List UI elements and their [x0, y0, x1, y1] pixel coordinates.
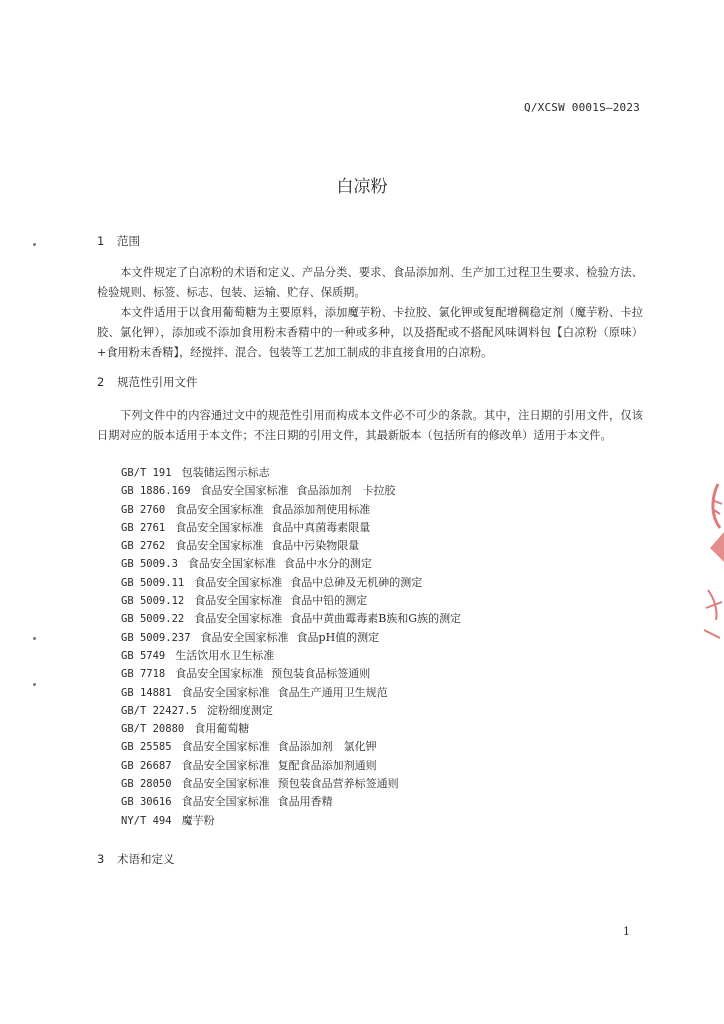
reference-title: 食品安全国家标准	[175, 520, 264, 534]
reference-code: GB 2760	[121, 503, 166, 516]
reference-title: 包装储运图示标志	[181, 466, 270, 479]
reference-subtitle: 食品添加剂使用标准	[271, 502, 371, 516]
reference-code: GB/T 20880	[121, 723, 185, 736]
reference-code: GB 5009.11	[121, 576, 185, 589]
reference-item	[121, 519, 461, 537]
reference-item	[121, 537, 461, 555]
reference-subtitle: 预包装食品标签通则	[271, 667, 371, 681]
reference-code: GB 1886.169	[121, 485, 191, 498]
paragraph: 本文件适用于以食用葡萄糖为主要原料，添加魔芋粉、卡拉胶、氯化钾或复配增稠稳定剂（魔芋粉、卡拉胶、氯化钾），添加或不添加食用粉末香精中的一种或多种，以及搭配或不搭配风味调料包【白凉粉（原味）+食用粉末香精】，经搅拌、混合、包装等工艺加工制成的非直接食用的白凉粉。	[97, 306, 643, 359]
reference-code: GB 28050	[121, 778, 172, 791]
reference-title: 食用葡萄糖	[194, 722, 250, 736]
reference-subtitle: 食品中水分的测定	[283, 557, 372, 571]
reference-title: 食品安全国家标准	[200, 630, 289, 644]
red-seal-stamp	[700, 470, 724, 670]
reference-title: 食品安全国家标准	[181, 795, 270, 809]
reference-item	[121, 720, 461, 738]
reference-title: 食品安全国家标准	[194, 612, 283, 626]
reference-code: GB 5009.237	[121, 631, 191, 644]
document-number: Q/XCSW 0001S—2023	[524, 101, 640, 114]
reference-code: GB 5009.3	[121, 558, 178, 571]
reference-item	[121, 464, 461, 482]
reference-title: 淀粉细度测定	[206, 703, 273, 717]
reference-subtitle: 食品中污染物限量	[271, 539, 360, 553]
reference-item	[121, 684, 461, 702]
reference-item	[121, 592, 461, 610]
reference-title: 食品安全国家标准	[200, 484, 289, 498]
reference-title: 食品安全国家标准	[194, 594, 283, 608]
reference-code: GB 30616	[121, 796, 172, 809]
reference-code: GB 5009.12	[121, 595, 185, 608]
scan-speck	[33, 683, 36, 686]
reference-item	[121, 775, 461, 793]
reference-code: GB 2762	[121, 540, 166, 553]
section-title: 术语和定义	[117, 852, 175, 866]
reference-code: GB 5009.22	[121, 613, 185, 626]
reference-item	[121, 555, 461, 573]
reference-code: GB/T 22427.5	[121, 704, 197, 717]
reference-list	[121, 464, 461, 830]
reference-subtitle: 食品中真菌毒素限量	[271, 520, 371, 534]
reference-code: NY/T 494	[121, 814, 172, 827]
reference-subtitle: 食品添加剂 卡拉胶	[296, 484, 396, 498]
reference-title: 生活饮用水卫生标准	[175, 648, 275, 662]
scan-speck	[33, 637, 36, 640]
reference-item	[121, 647, 461, 665]
reference-code: GB 14881	[121, 686, 172, 699]
reference-item	[121, 757, 461, 775]
reference-subtitle: 食品生产通用卫生规范	[277, 685, 388, 699]
reference-title: 食品安全国家标准	[194, 575, 283, 589]
reference-item	[121, 738, 461, 756]
reference-code: GB 7718	[121, 668, 166, 681]
reference-subtitle: 预包装食品营养标签通则	[277, 777, 399, 791]
reference-subtitle: 食品pH值的测定	[296, 630, 380, 644]
document-title: 白凉粉	[336, 177, 388, 197]
reference-subtitle: 食品中总砷及无机砷的测定	[290, 575, 423, 589]
section-title: 范围	[117, 234, 140, 248]
reference-subtitle: 食品用香精	[277, 795, 333, 809]
reference-title: 食品安全国家标准	[181, 777, 270, 791]
section-heading-normative-references	[97, 374, 198, 390]
section-heading-terms	[97, 851, 175, 867]
section-number: 3	[97, 852, 105, 866]
reference-title: 食品安全国家标准	[175, 539, 264, 553]
reference-title: 食品安全国家标准	[175, 667, 264, 681]
page-number: 1	[623, 925, 630, 938]
section-number: 2	[97, 375, 105, 389]
reference-code: GB/T 191	[121, 467, 172, 479]
reference-subtitle: 食品添加剂 氯化钾	[277, 740, 377, 754]
reference-title: 食品安全国家标准	[175, 502, 264, 516]
reference-subtitle: 食品中铅的测定	[290, 594, 368, 608]
reference-code: GB 26687	[121, 759, 172, 772]
section-title: 规范性引用文件	[117, 375, 198, 389]
reference-item	[121, 574, 461, 592]
reference-item	[121, 610, 461, 628]
reference-subtitle: 食品中黄曲霉毒素B族和G族的测定	[290, 612, 462, 626]
section-number: 1	[97, 234, 105, 248]
reference-code: GB 2761	[121, 521, 166, 534]
reference-item	[121, 793, 461, 811]
reference-subtitle: 复配食品添加剂通则	[277, 758, 377, 772]
reference-title: 食品安全国家标准	[181, 685, 270, 699]
reference-title: 食品安全国家标准	[187, 557, 276, 571]
paragraph: 本文件规定了白凉粉的术语和定义、产品分类、要求、食品添加剂、生产加工过程卫生要求、检验方法、检验规则、标签、标志、包装、运输、贮存、保质期。	[97, 266, 643, 299]
reference-title: 食品安全国家标准	[181, 740, 270, 754]
paragraph: 下列文件中的内容通过文中的规范性引用而构成本文件必不可少的条款。其中，注日期的引用文件，仅该日期对应的版本适用于本文件；不注日期的引用文件，其最新版本（包括所有的修改单）适用于本文件。	[97, 409, 643, 442]
reference-item	[121, 665, 461, 683]
reference-code: GB 25585	[121, 741, 172, 754]
reference-code: GB 5749	[121, 649, 166, 662]
reference-item	[121, 482, 461, 500]
reference-title: 食品安全国家标准	[181, 758, 270, 772]
reference-item	[121, 702, 461, 720]
reference-item	[121, 501, 461, 519]
reference-title: 魔芋粉	[181, 813, 215, 827]
scan-speck	[33, 243, 36, 246]
section-heading-scope	[97, 233, 140, 249]
reference-item	[121, 629, 461, 647]
reference-item	[121, 812, 461, 830]
